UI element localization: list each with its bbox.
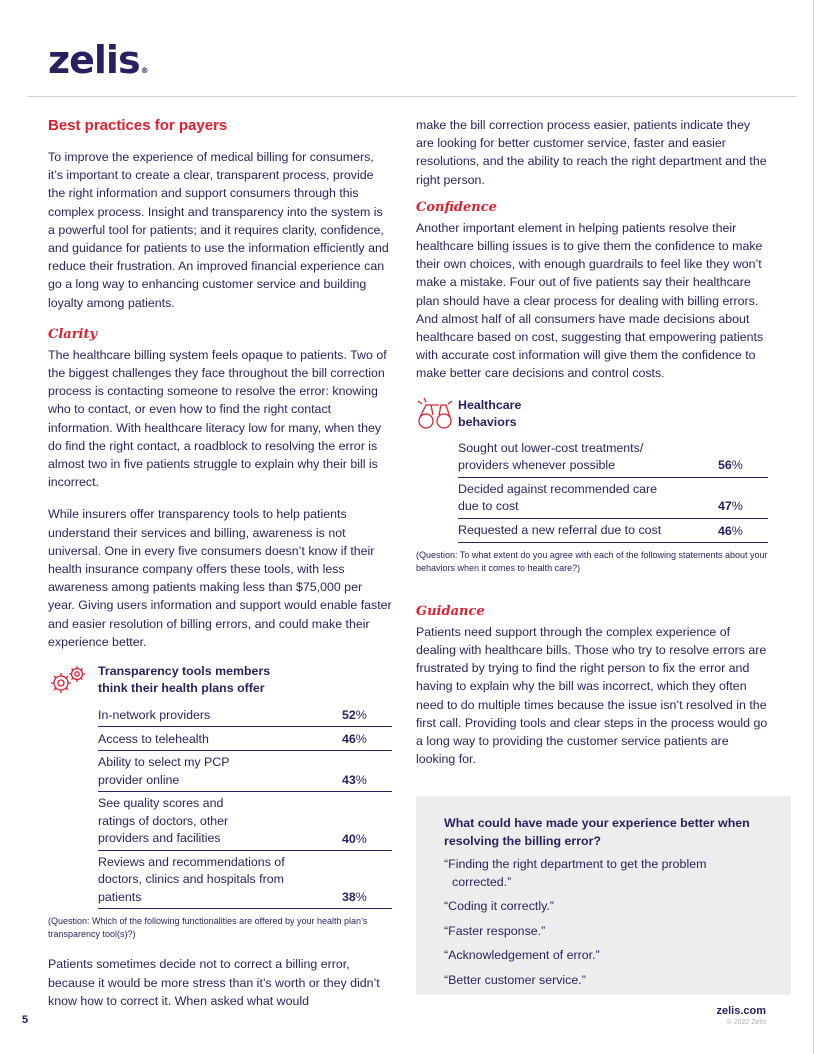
quote-box-title: What could have made your experience better when resolving the billing error? <box>444 816 750 848</box>
continuation-paragraph: make the bill correction process easier, patients indicate they are looking for better customer service, faster and easier resolutions, and the ability to reach the right department and the right person. <box>416 118 767 187</box>
quote-text-continued: corrected.” <box>452 874 512 889</box>
behaviors-table-header <box>416 397 768 433</box>
row-label: In-network providers <box>98 707 211 722</box>
row-value: 38% <box>342 890 367 905</box>
clarity-heading: Clarity <box>48 326 98 342</box>
logo-registered-mark: ® <box>140 66 148 75</box>
quote-text: “Coding it correctly.” <box>444 899 554 913</box>
table-row <box>458 437 768 478</box>
confidence-paragraph: Another important element in helping patients resolve their healthcare billing issues is to give them the confidence to make their own choices, with enough guardrails to feel like they won’t make a mistake. Four out of five patients say their healthcare plan should have a clear process for dealing with billing errors. And almost half of all consumers have made decisions about healthcare based on cost, suggesting that empowering patients with accurate cost information will give them the confidence to make better care decisions and control costs. <box>416 220 764 381</box>
left-column <box>48 116 392 1024</box>
zelis-logo <box>48 38 148 82</box>
row-value: 43% <box>342 773 367 788</box>
closing-paragraph: Patients sometimes decide not to correct a billing error, because it would be more stress than it’s worth or they didn’t know how to correct it. When asked what would <box>48 957 380 1008</box>
quote-item <box>444 856 771 891</box>
table-row <box>98 851 392 910</box>
row-value: 46% <box>718 523 743 538</box>
binoculars-icon <box>416 397 458 433</box>
logo-text: zelis <box>48 38 140 82</box>
quote-item <box>444 898 771 916</box>
row-label: Requested a new referral due to cost <box>458 523 662 538</box>
guidance-paragraph: Patients need support through the complex experience of dealing with healthcare bills. Those who try to resolve errors are frustrated by trying to find the right person to fix the error and having to explain why the bill was incorrect, which they often need to do multiple times because the issue isn’t resolved in the first call. Providing tools and clear steps in the process would go a long way to providing the customer service patients are looking for. <box>416 624 768 767</box>
row-value: 47% <box>718 499 743 514</box>
row-value: 52% <box>342 708 367 723</box>
transparency-table-header <box>48 663 392 699</box>
gears-icon <box>48 663 98 699</box>
row-label: Reviews and recommendations of doctors, clinics and hospitals from patients <box>98 854 285 904</box>
table-row <box>458 519 768 543</box>
transparency-table-title: Transparency tools members think their health plans offer <box>98 664 271 696</box>
quote-text: “Faster response.” <box>444 923 546 938</box>
footer-url[interactable]: zelis.com <box>716 1005 766 1017</box>
intro-paragraph: To improve the experience of medical billing for consumers, it’s important to create a clear, transparent process, provide the right information and support consumers through this complex process. Insight and transparency into the system is a powerful tool for patients; and it requires clarity, confidence, and guidance for patients to use the information efficiently and reduce their frustration. An improved financial experience can go a long way to enhancing customer service and building loyalty among patients. <box>48 150 389 310</box>
row-label: See quality scores and ratings of doctors, other providers and facilities <box>98 796 229 846</box>
table-row <box>98 751 392 792</box>
confidence-heading: Confidence <box>416 199 497 215</box>
footer-copyright: © 2022 Zelis <box>726 1019 766 1026</box>
quote-box <box>416 796 791 995</box>
quote-item <box>444 923 771 941</box>
row-value: 46% <box>342 732 367 747</box>
row-label: Decided against recommended care due to cost <box>458 481 658 514</box>
table-row <box>98 727 392 751</box>
header-divider <box>28 96 796 97</box>
behaviors-table-title: Healthcare behaviors <box>458 397 522 429</box>
row-value: 40% <box>342 831 367 846</box>
table-row <box>458 478 768 519</box>
right-column <box>416 116 768 782</box>
table-row <box>98 792 392 851</box>
transparency-table-footnote: (Question: Which of the following functionalities are offered by your health plan’s transparency tool(s)?) <box>48 916 368 940</box>
behaviors-table-footnote: (Question: To what extent do you agree with each of the following statements about your behaviors when it comes to health care?) <box>416 549 768 573</box>
quote-text: “Finding the right department to get the problem <box>444 857 707 871</box>
section-title: Best practices for payers <box>48 117 228 134</box>
guidance-heading: Guidance <box>416 603 485 619</box>
clarity-paragraph-1: The healthcare billing system feels opaque to patients. Two of the biggest challenges they face throughout the bill correction process is contacting someone to resolve the error: knowing who to contact, or even how to find the right contact information. With healthcare literacy low for many, when they do find the right contact, a roadblock to resolving the error is almost two in five patients struggle to explain why their bill is incorrect. <box>48 347 387 490</box>
behaviors-table <box>458 437 768 543</box>
clarity-paragraph-2: While insurers offer transparency tools to help patients understand their services and billing, awareness is not universal. One in every five consumers doesn’t know if their health insurance company offers these tools, with less awareness among patients making less than $75,000 per year. Giving users information and support would enable faster and easier resolution of billing errors, and could make their experience better. <box>48 507 392 649</box>
transparency-table <box>98 703 392 909</box>
quote-text: “Better customer service.” <box>444 972 586 987</box>
table-row <box>98 703 392 727</box>
page-number: 5 <box>22 1014 29 1026</box>
quote-text: “Acknowledgement of error.” <box>444 948 600 962</box>
row-label: Sought out lower-cost treatments/ providers whenever possible <box>458 440 644 473</box>
row-label: Ability to select my PCP provider online <box>98 755 230 787</box>
quote-item <box>444 947 771 965</box>
row-label: Access to telehealth <box>98 731 209 746</box>
quote-item <box>444 972 771 990</box>
row-value: 56% <box>718 458 743 473</box>
